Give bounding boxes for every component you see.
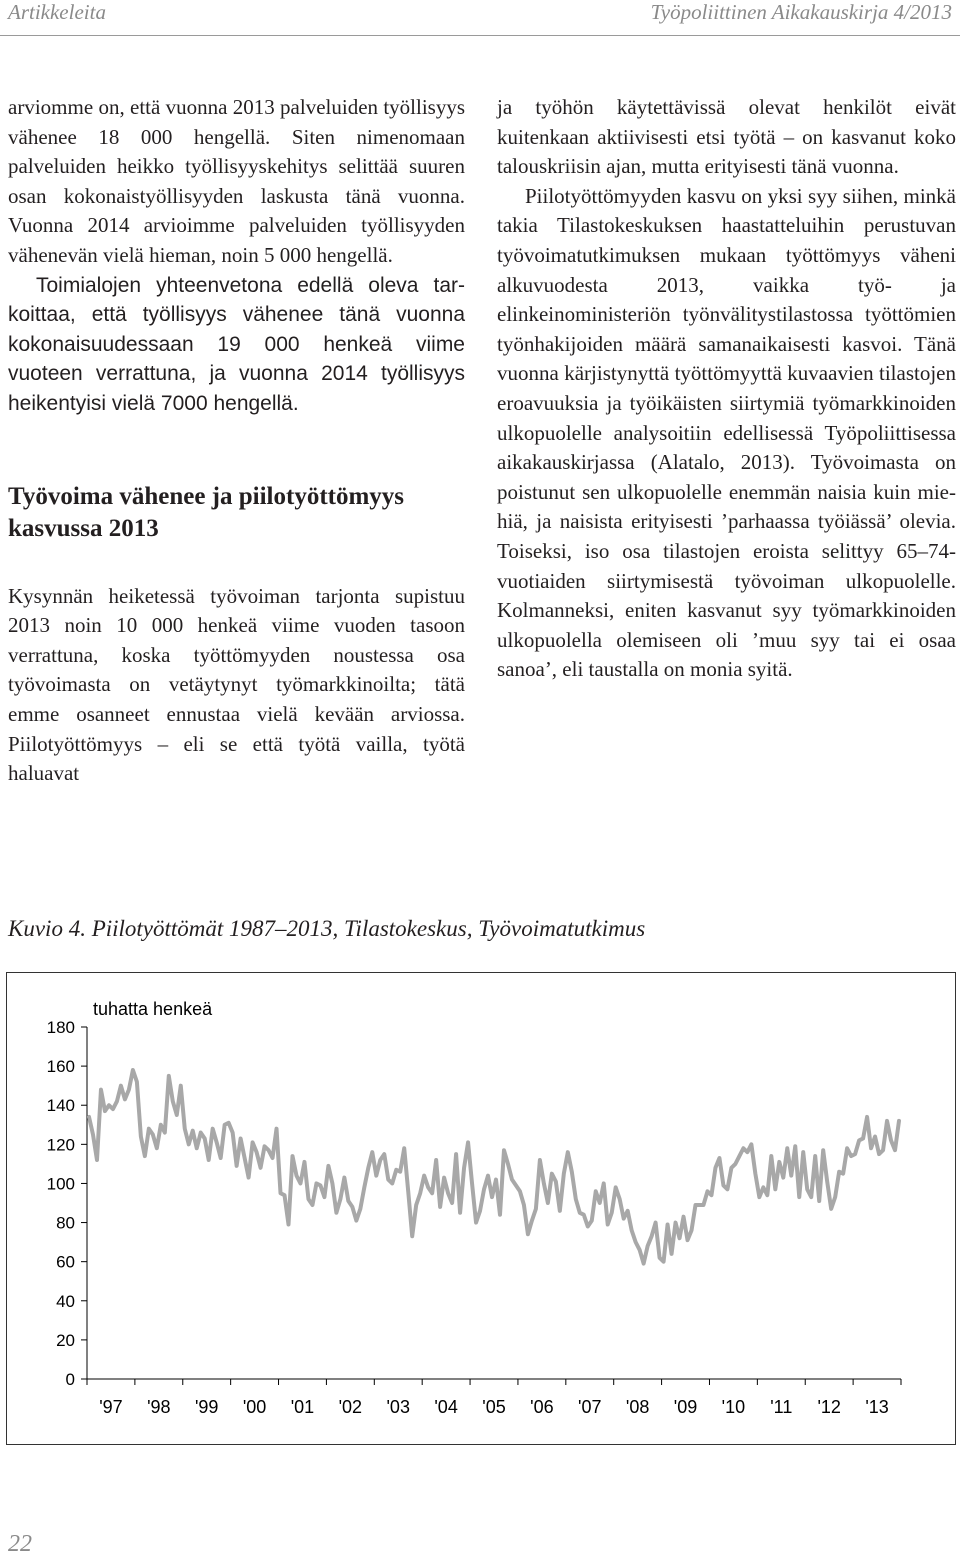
- x-tick-label: '97: [99, 1397, 123, 1417]
- chart-frame: [6, 972, 956, 1445]
- left-column: [8, 93, 465, 789]
- paragraph: Toimialojen yhteenvetona edellä oleva tarkoittaa, että työllisyys vähenee tänä vuonna kokonaisuudessaan 19 000 henkeä viime vuoteen verrattuna, ja vuonna 2014 työllisyys heikentyisi vielä 7000 hengellä.: [8, 273, 465, 415]
- x-tick-label: '03: [386, 1397, 410, 1417]
- x-tick-label: '05: [482, 1397, 506, 1417]
- y-tick-label: 160: [46, 1057, 75, 1077]
- x-tick-label: '99: [194, 1397, 219, 1417]
- y-tick-label: 120: [46, 1135, 75, 1155]
- x-tick-label: '02: [338, 1397, 363, 1417]
- y-tick-label: 180: [46, 1018, 75, 1037]
- x-tick-label: '10: [721, 1397, 746, 1417]
- x-tick-label: '01: [290, 1397, 315, 1417]
- line-chart: [7, 973, 955, 1444]
- paragraph: Piilotyöttömyyden kasvu on yksi syy siihen, minkä takia Tilastokeskuksen haastatteluihin perustuvan työvoimatutkimuksen mukaan työttömyys väheni alkuvuodesta 2013, vaikka työ- ja elinkeinoministeriön työnvälitystilastossa työttömien työnhakijoiden määrä samanaikaisesti kasvoi. Tänä vuonna kärjistynyttä työttömyyttä kuvaavien tilastojen eroavuuksia ja työikäisten siirtymiä työmarkkinoiden ulkopuolelle analysoitiin edellisessä Työpoliittisessa aikakauskirjassa (Alatalo, 2013). Työvoimasta on poistunut sen ulkopuolelle enemmän naisia kuin miehiä, ja naisista erityisesti ’parhaassa työiässä’ olevia. Toiseksi, iso osa tilastojen eroista selittyy 65–74-vuotiaiden siirtymisestä työvoiman ulkopuolelle. Kolmanneksi, eniten kasvanut syy työmarkkinoiden ulkopuolella olemiseen oli ’muu syy tai ei osaa sanoa’, eli taustalla on monia syitä.: [497, 183, 956, 682]
- x-tick-label: '11: [770, 1397, 793, 1417]
- x-tick-label: '06: [530, 1397, 554, 1417]
- y-tick-label: 100: [46, 1174, 75, 1194]
- figure-caption: Kuvio 4. Piilotyöttömät 1987–2013, Tilastokeskus, Työvoimatutkimus: [8, 916, 646, 941]
- section-heading: Työvoima vähenee ja piilotyöttömyys kasvussa 2013: [8, 482, 405, 542]
- paragraph: arviomme on, että vuonna 2013 palveluiden työllisyys vähenee 18 000 hengellä. Siten nimenomaan palveluiden heikko työllisyyskehitys selittää suuren osan kokonaistyöllisyyden laskusta tänä vuonna. Vuonna 2014 arvioimme palveluiden työllisyyden vähenevän vielä hieman, noin 5 000 hengellä.: [8, 95, 465, 267]
- x-tick-label: '13: [865, 1397, 889, 1417]
- y-tick-label: 40: [56, 1291, 75, 1311]
- header-rule: [0, 35, 960, 36]
- y-tick-label: 80: [56, 1213, 75, 1233]
- paragraph: ja työhön käytettävissä olevat henkilöt eivät kuitenkaan aktiivisesti etsi työtä – on kasvanut koko talouskriisin ajan, mutta erityisesti tänä vuonna.: [497, 95, 956, 179]
- y-tick-label: 60: [56, 1252, 75, 1272]
- running-header-section: Artikkeleita: [8, 0, 106, 24]
- x-tick-label: '04: [434, 1397, 458, 1417]
- x-tick-label: '09: [673, 1397, 698, 1417]
- x-tick-label: '07: [578, 1397, 602, 1417]
- x-tick-label: '12: [817, 1397, 841, 1417]
- unit-label: tuhatta henkeä: [93, 999, 213, 1019]
- y-tick-label: 20: [56, 1330, 75, 1350]
- paragraph: Kysynnän heiketessä työvoiman tarjonta supistuu 2013 noin 10 000 henkeä viime vuoden tasoon verrattuna, koska työttömyyden noustessa osa työvoimasta on vetäytynyt työmarkkinoilta; tätä emme osanneet ennustaa vielä kevään arviossa. Piilotyöttömyys – eli se että työtä vailla, työtä haluavat: [8, 583, 465, 786]
- y-tick-label: 0: [65, 1370, 75, 1389]
- x-tick-label: '00: [242, 1397, 267, 1417]
- right-column: [497, 93, 956, 685]
- page-number: 22: [8, 1531, 32, 1557]
- running-header-journal: Työpoliittinen Aikakauskirja 4/2013: [650, 0, 952, 24]
- x-tick-label: '08: [625, 1397, 650, 1417]
- y-tick-label: 140: [46, 1096, 75, 1116]
- series-line: [89, 1070, 899, 1264]
- x-tick-label: '98: [147, 1397, 171, 1417]
